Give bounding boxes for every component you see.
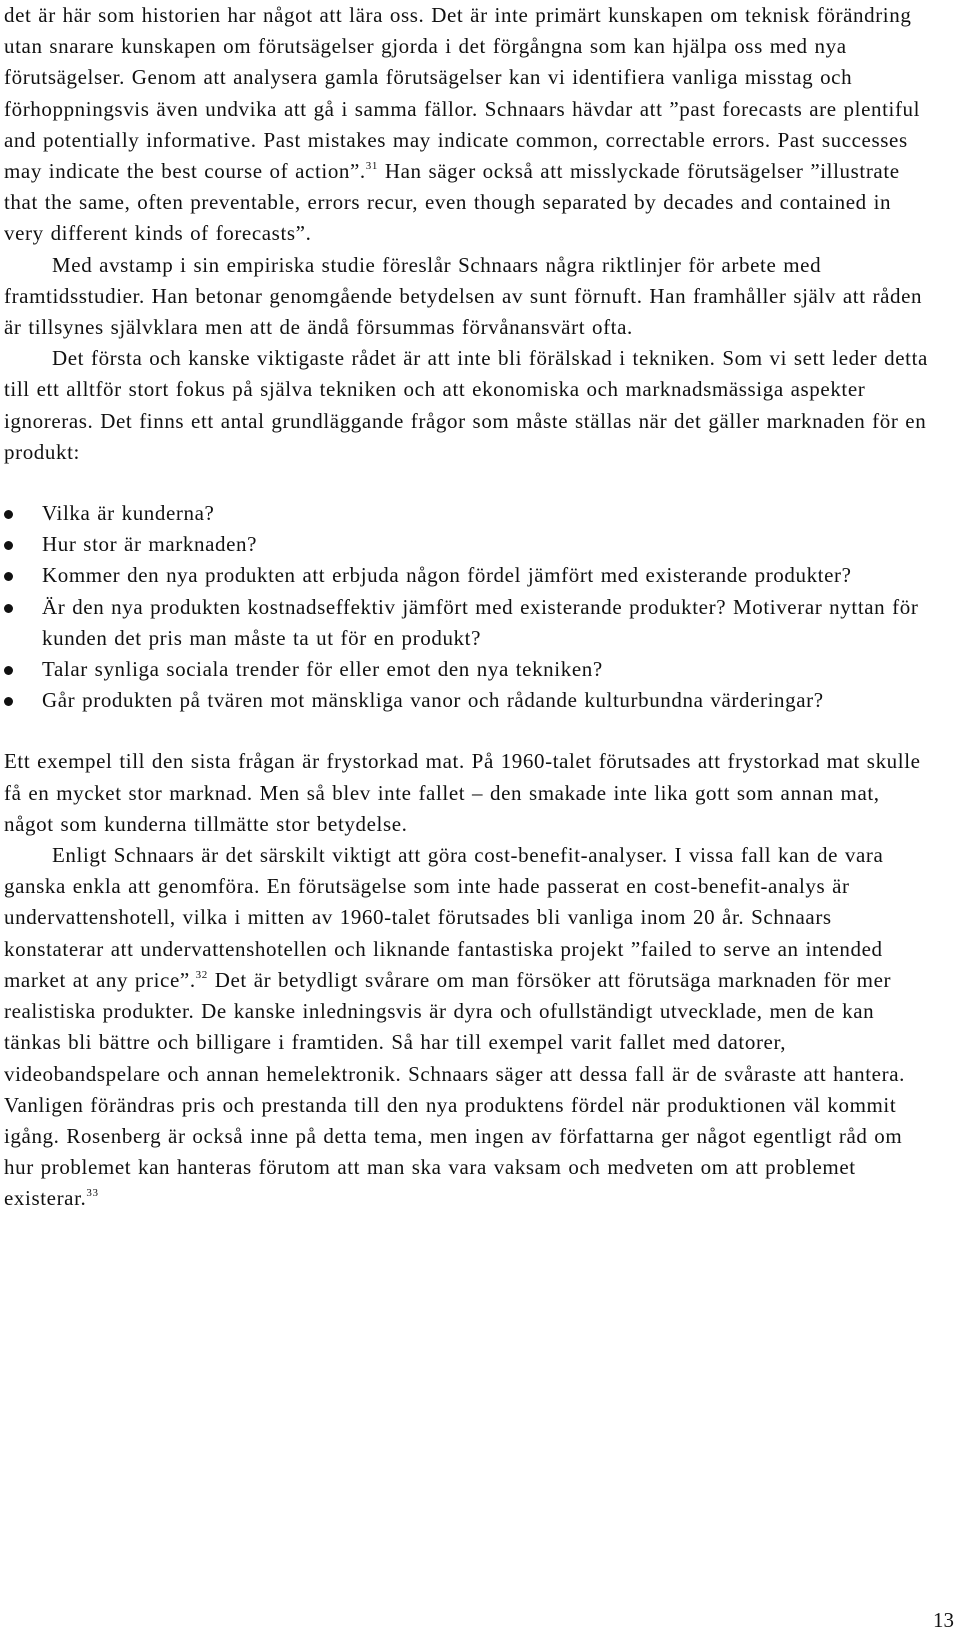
paragraph-text: det är här som historien har något att lära oss. Det är inte primärt kunskapen om teknisk förändring utan snarare kunskapen om förutsägelser gjorda i det förgångna som kan hjälpa oss med nya förutsägelser. Genom att analysera gamla förutsägelser kan vi identifiera vanliga misstag och förhoppningsvis även undvika att gå i samma fällor. Schnaars hävdar att ”past forecasts are plentiful and potentially informative. Past mistakes may indicate common, correctable errors. Past successes may indicate the best course of action”.	[4, 3, 921, 184]
footnote-reference: 32	[195, 968, 208, 981]
paragraphs-bottom	[4, 746, 934, 1214]
bullet-icon	[4, 604, 13, 613]
paragraph-text: Det första och kanske viktigaste rådet är att inte bli förälskad i tekniken. Som vi sett leder detta till ett alltför stort fokus på själva tekniken och att ekonomiska och marknadsmässiga aspekter ignoreras. Det finns ett antal grundläggande frågor som måste ställas när det gäller marknaden för en produkt:	[4, 346, 928, 464]
list-item-text: Vilka är kunderna?	[42, 501, 215, 526]
paragraph-text: Det är betydligt svårare om man försöker att förutsäga marknaden för mer realistiska produkter. De kanske inledningsvis är dyra och ofullständigt utvecklade, men de kan tänkas bli bättre och billigare i framtiden. Så har till exempel varit fallet med datorer, videobandspelare och annan hemelektronik. Schnaars säger att dessa fall är de svåraste att hantera. Vanligen förändras pris och prestanda till den nya produktens fördel när produktionen väl kommit igång. Rosenberg är också inne på detta tema, men ingen av författarna ger något egentligt råd om hur problemet kan hanteras förutom att man ska vara vaksam och medveten om att problemet existerar.	[4, 967, 905, 1211]
list-item	[4, 654, 934, 685]
list-item	[4, 498, 934, 529]
paragraph-text: Han säger också att misslyckade förutsägelser ”illustrate that the same, often preventable, errors recur, even though separated by decades and contained in very different kinds of forecasts”.	[4, 159, 900, 246]
bullet-icon	[4, 697, 13, 706]
paragraph	[4, 0, 934, 250]
bullet-icon	[4, 572, 13, 581]
list-item-text: Hur stor är marknaden?	[42, 532, 258, 557]
paragraph-text: Med avstamp i sin empiriska studie föreslår Schnaars några riktlinjer för arbete med framtidsstudier. Han betonar genomgående betydelsen av sunt förnuft. Han framhåller själv att råden är tillsynes självklara men att de ändå försummas förvånansvärt ofta.	[4, 252, 923, 340]
list-item-text: Är den nya produkten kostnadseffektiv jämfört med existerande produkter? Motiverar nyttan för kunden det pris man måste ta ut för en produkt?	[42, 594, 919, 650]
paragraph-text: Ett exempel till den sista frågan är frystorkad mat. På 1960-talet förutsades att frystorkad mat skulle få en mycket stor marknad. Men så blev inte fallet – den smakade inte lika gott som annan mat, något som kunderna tillmätte stor betydelse.	[4, 749, 921, 836]
footnote-reference: 31	[365, 160, 378, 173]
list-item	[4, 592, 934, 654]
list-item-text: Kommer den nya produkten att erbjuda någon fördel jämfört med existerande produkter?	[42, 563, 852, 588]
body-text	[4, 0, 934, 1215]
bullet-icon	[4, 510, 13, 519]
paragraph	[4, 840, 934, 1214]
bullet-icon	[4, 666, 13, 675]
bullet-list	[4, 498, 934, 716]
paragraph	[4, 250, 934, 344]
paragraph-text: Enligt Schnaars är det särskilt viktigt att göra cost-benefit-analyser. I vissa fall kan de vara ganska enkla att genomföra. En förutsägelse som inte hade passerat en cost-benefit-analys är undervattenshotell, vilka i mitten av 1960-talet förutsades bli vanliga inom 20 år. Schnaars konstaterar att undervattenshotellen och liknande fantastiska projekt ”failed to serve an intended market at any price”.	[4, 843, 884, 992]
list-item	[4, 529, 934, 560]
footnote-reference: 33	[86, 1187, 99, 1200]
page-number: 13	[933, 1608, 954, 1632]
list-item	[4, 560, 934, 591]
list-item-text: Går produkten på tvären mot mänskliga vanor och rådande kulturbundna värderingar?	[42, 688, 824, 713]
paragraph	[4, 746, 934, 840]
bullet-icon	[4, 541, 13, 550]
list-item-text: Talar synliga sociala trender för eller emot den nya tekniken?	[42, 657, 603, 682]
paragraph	[4, 343, 934, 468]
paragraphs-top	[4, 0, 934, 468]
list-item	[4, 685, 934, 716]
